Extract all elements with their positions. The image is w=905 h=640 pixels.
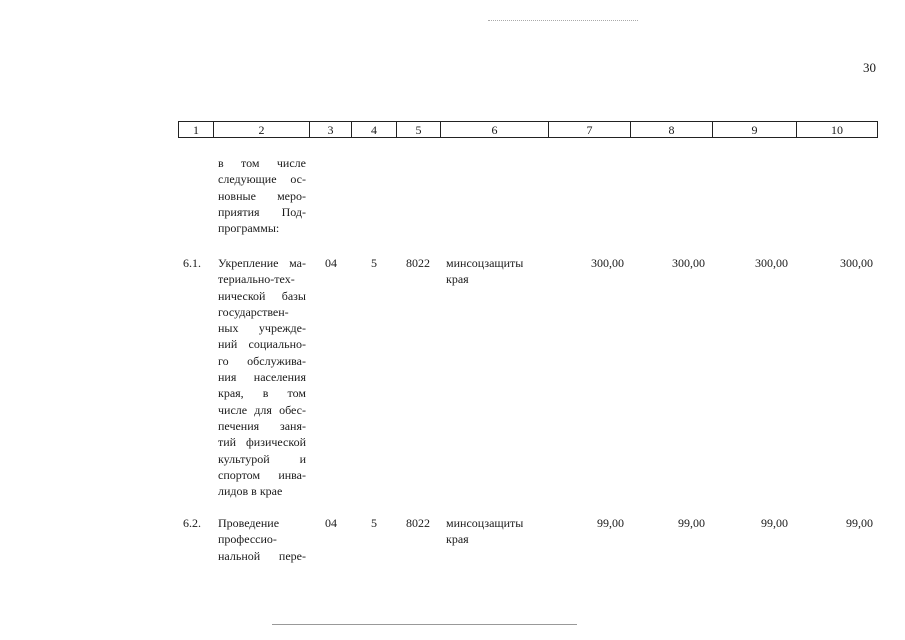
cell-c4: 5 [371,256,377,270]
scan-artifact-top [488,20,638,22]
header-cell-7: 7 [549,122,631,137]
intro-line: программы: [218,221,280,236]
header-cell-6: 6 [441,122,549,137]
header-cell-1: 1 [179,122,214,137]
cell-c3: 04 [325,256,337,270]
row-name [218,255,306,499]
row-name-line: нальной пере- [218,548,306,563]
cell-c5: 8022 [406,516,430,530]
row-name-line: печения заня- [218,418,306,433]
cell-c6-line: края [446,532,469,547]
cell-c10: 99,00 [846,516,873,530]
header-cell-5: 5 [397,122,441,137]
cell-c3: 04 [325,516,337,530]
intro-text [218,155,306,236]
cell-c5: 8022 [406,256,430,270]
header-cell-2: 2 [214,122,310,137]
header-cell-4: 4 [352,122,397,137]
cell-c8: 300,00 [672,256,705,270]
cell-c8: 99,00 [678,516,705,530]
cell-c9: 300,00 [755,256,788,270]
row-name-line: лидов в крае [218,484,283,499]
row-name-line: культурой и [218,451,306,466]
row-number: 6.1. [183,256,201,270]
cell-c9: 99,00 [761,516,788,530]
row-name-line: края, в том [218,386,306,401]
cell-c4: 5 [371,516,377,530]
page-number: 30 [863,60,876,75]
intro-line: новные меро- [218,188,306,203]
scan-artifact-bottom [272,624,577,625]
cell-c7: 300,00 [591,256,624,270]
header-cell-10: 10 [831,123,843,137]
row-name-line: Укрепление ма- [218,256,306,270]
row-name [218,515,306,564]
row-name-line: териально-тех- [218,272,295,287]
row-name-line: нической базы [218,288,306,303]
header-cell-3: 3 [310,122,352,137]
cell-c7: 99,00 [597,516,624,530]
row-number: 6.2. [183,516,201,530]
cell-c10: 300,00 [840,256,873,270]
row-name-line: государствен- [218,304,289,319]
intro-line: приятия Под- [218,204,306,219]
cell-c6 [446,515,523,548]
row-name-line: ных учрежде- [218,321,306,336]
row-name-line: спортом инва- [218,467,306,482]
cell-c6 [446,255,523,288]
row-name-line: числе для обес- [218,402,306,417]
cell-c6-line: минсоцзащиты [446,256,524,270]
intro-line: в том числе [218,156,306,170]
row-name-line: тий физической [218,435,306,450]
header-cell-9: 9 [713,122,797,137]
header-cell-8: 8 [631,122,713,137]
cell-c6-line: края [446,272,469,287]
row-name-line: го обслужива- [218,353,306,368]
row-name-line: ния населения [218,370,306,385]
row-name-line: профессио- [218,532,277,547]
intro-line: следующие ос- [218,172,306,187]
table-header-row [178,121,878,138]
row-name-line: Проведение [218,516,280,530]
row-name-line: ний социально- [218,337,306,352]
cell-c6-line: минсоцзащиты [446,516,524,530]
